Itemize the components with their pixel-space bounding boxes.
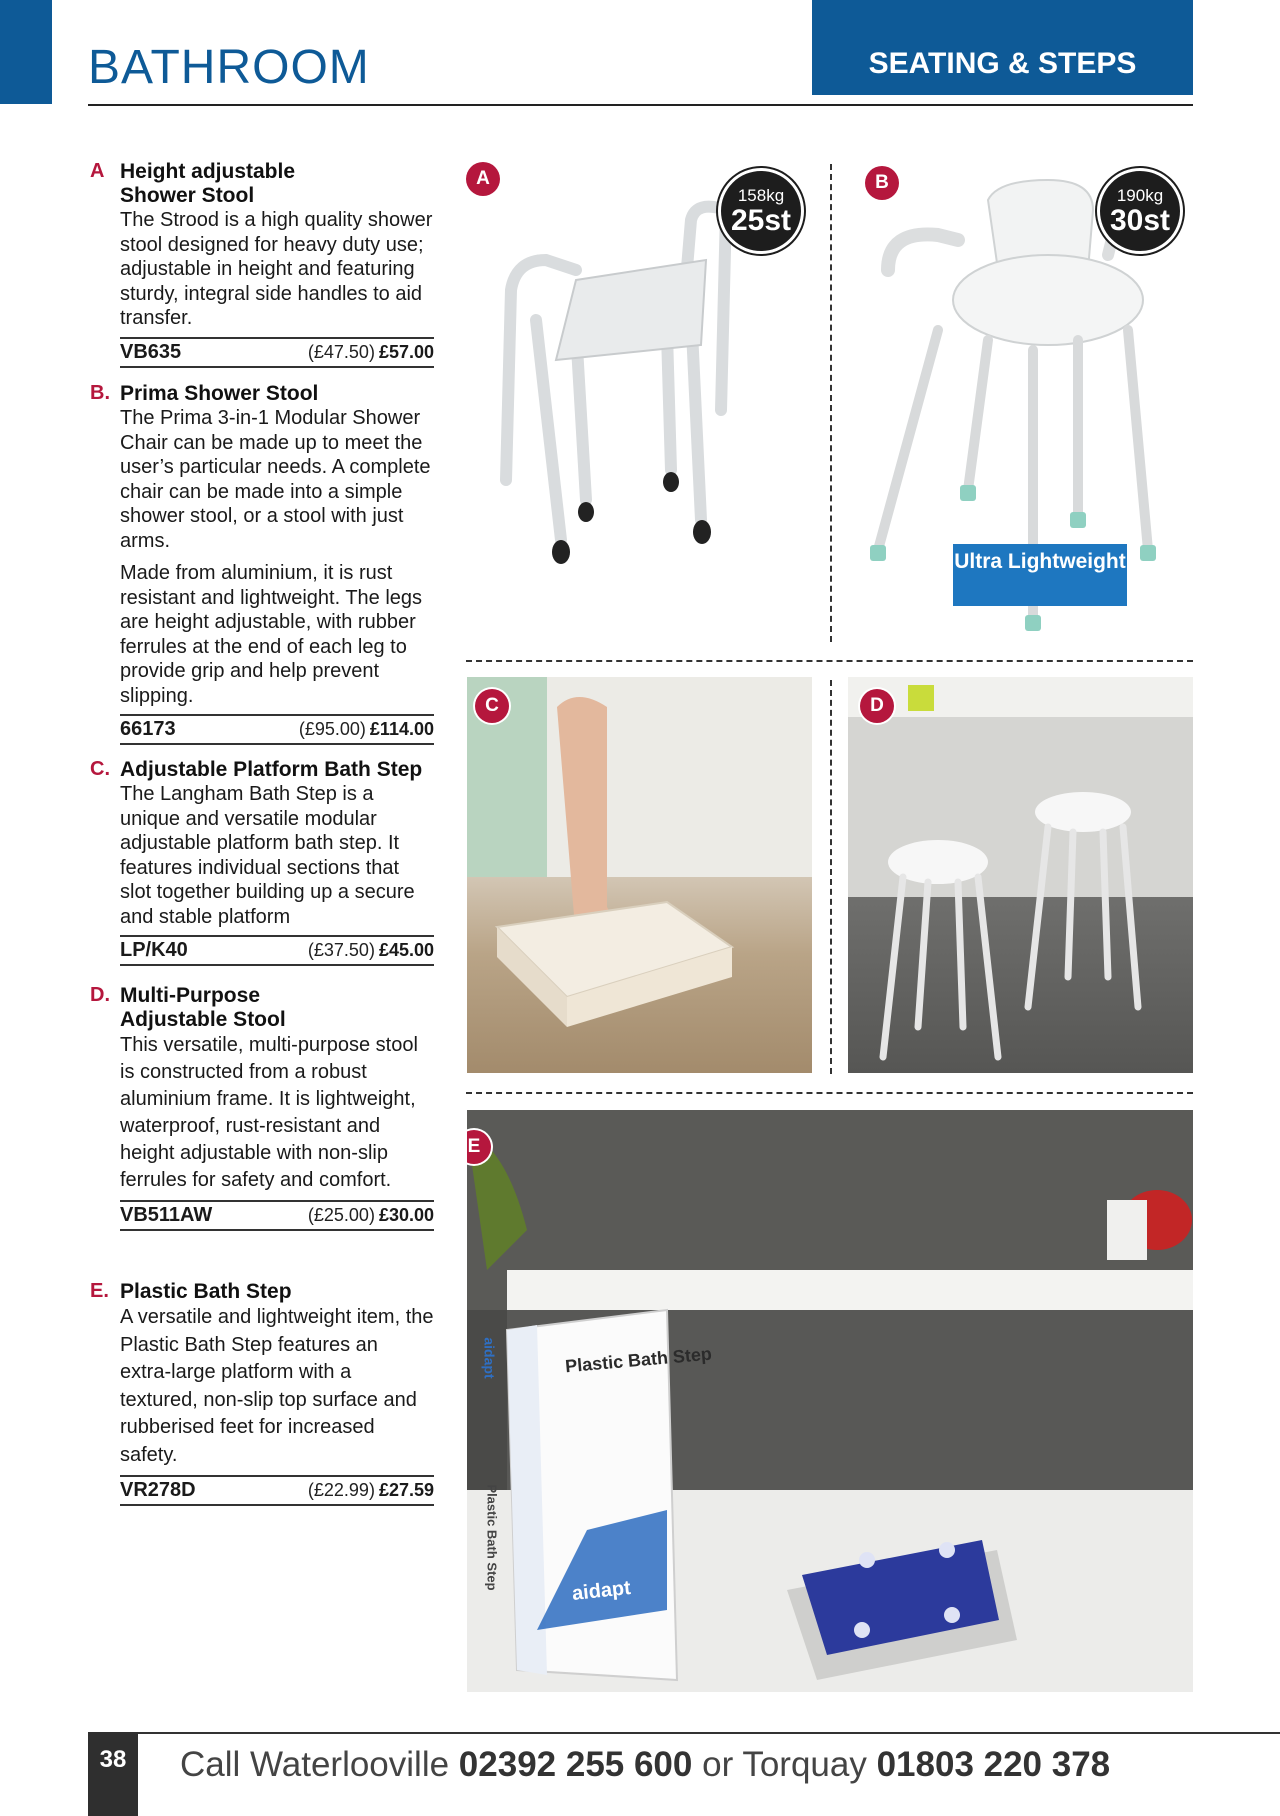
image-label-b: B bbox=[865, 166, 899, 200]
image-label-c: C bbox=[475, 689, 509, 723]
page-title: BATHROOM bbox=[88, 41, 370, 94]
product-description: A versatile and lightweight item, the Plastic Bath Step features an extra-large platform with a textured, non-slip top surface and rubberised feet for increased safety. bbox=[120, 1306, 434, 1466]
product-image-bath-step bbox=[467, 677, 812, 1073]
product-image-plastic-bath-step bbox=[467, 1110, 1193, 1692]
product-code-row bbox=[120, 935, 434, 966]
product-description: The Langham Bath Step is a unique and versatile modular adjustable platform bath step. It features individual sections that slot together building up a secure and stable platform bbox=[120, 783, 415, 928]
product-code-row bbox=[120, 714, 434, 745]
product-b bbox=[90, 382, 434, 745]
weight-capacity-badge bbox=[1097, 168, 1183, 254]
bath-step-photo bbox=[467, 677, 812, 1073]
price-inc-vat: £45.00 bbox=[378, 940, 434, 960]
phone-torquay[interactable]: 01803 220 378 bbox=[876, 1745, 1111, 1784]
product-code: 66173 bbox=[120, 718, 176, 740]
product-letter: B. bbox=[90, 382, 110, 404]
box-side-brand: aidapt bbox=[481, 1337, 498, 1379]
section-tab: SEATING & STEPS bbox=[812, 0, 1193, 95]
product-title: Plastic Bath Step bbox=[120, 1280, 292, 1303]
product-e bbox=[90, 1280, 434, 1506]
product-a bbox=[90, 160, 434, 368]
header-divider bbox=[88, 104, 1193, 106]
product-image-shower-stool bbox=[466, 160, 816, 640]
weight-st: 30st bbox=[1109, 203, 1171, 237]
ultra-lightweight-label: Ultra Lightweight bbox=[953, 544, 1127, 606]
price-inc-vat: £27.59 bbox=[378, 1480, 434, 1500]
product-code-row bbox=[120, 1475, 434, 1506]
footer-call-label: Call Waterlooville bbox=[180, 1745, 450, 1784]
weight-st: 25st bbox=[730, 203, 792, 237]
image-label-e: E bbox=[467, 1130, 491, 1164]
price-ex-vat: (£47.50) bbox=[307, 341, 375, 362]
price-inc-vat: £30.00 bbox=[378, 1205, 434, 1225]
product-code: VB635 bbox=[120, 340, 182, 363]
product-letter: D. bbox=[90, 984, 110, 1006]
product-c bbox=[90, 758, 434, 966]
footer-or-label: or Torquay bbox=[702, 1745, 867, 1784]
product-code: VR278D bbox=[120, 1479, 196, 1501]
product-d bbox=[90, 984, 434, 1231]
weight-kg: 190kg bbox=[1116, 185, 1164, 205]
product-description-2: Made from aluminium, it is rust resistant and lightweight. The legs are height adjustable, with rubber ferrules at the end of each leg to provide grip and help prevent slipping. bbox=[120, 562, 423, 707]
product-description: The Strood is a high quality shower stool designed for heavy duty use; adjustable in height and featuring sturdy, integral side handles to aid transfer. bbox=[120, 209, 433, 329]
product-title: Prima Shower Stool bbox=[120, 382, 319, 405]
product-code-row bbox=[120, 1200, 434, 1231]
phone-waterlooville[interactable]: 02392 255 600 bbox=[458, 1745, 693, 1784]
image-divider-horizontal-2 bbox=[466, 1092, 1193, 1094]
box-side-title: Plastic Bath Step bbox=[484, 1484, 500, 1591]
product-letter: E. bbox=[90, 1280, 109, 1302]
image-divider-vertical-2 bbox=[830, 680, 832, 1074]
product-description: The Prima 3-in-1 Modular Shower Chair can be made up to meet the user’s particular needs. A complete chair can be made into a simple shower stool, or a stool with just arms. bbox=[120, 407, 431, 552]
price-ex-vat: (£22.99) bbox=[307, 1480, 375, 1500]
box-brand: aidapt bbox=[570, 1576, 632, 1606]
product-description: This versatile, multi-purpose stool is constructed from a robust aluminium frame. It is lightweight, waterproof, rust-resistant and height adjustable with non-slip ferrules for safety and comfort. bbox=[120, 1034, 418, 1191]
product-title: Height adjustable Shower Stool bbox=[120, 160, 296, 207]
image-label-a: A bbox=[466, 162, 500, 196]
box-title: Plastic Bath Step bbox=[564, 1343, 713, 1377]
weight-kg: 158kg bbox=[737, 185, 785, 205]
page-number: 38 bbox=[88, 1732, 138, 1816]
image-label-d: D bbox=[860, 689, 894, 723]
product-image-multipurpose-stool bbox=[848, 677, 1193, 1073]
weight-capacity-badge bbox=[718, 168, 804, 254]
price-ex-vat: (£25.00) bbox=[307, 1205, 375, 1225]
footer-divider bbox=[88, 1732, 1280, 1734]
price-ex-vat: (£37.50) bbox=[307, 940, 375, 960]
price-inc-vat: £114.00 bbox=[369, 719, 434, 739]
price-ex-vat: (£95.00) bbox=[298, 719, 366, 739]
header-blue-tab bbox=[0, 0, 52, 104]
footer-contact bbox=[180, 1745, 1110, 1785]
product-code: LP/K40 bbox=[120, 939, 188, 961]
product-title: Multi-Purpose Adjustable Stool bbox=[120, 984, 286, 1031]
product-code: VB511AW bbox=[120, 1204, 213, 1226]
image-divider-vertical bbox=[830, 164, 832, 642]
product-letter: A bbox=[90, 160, 105, 182]
product-code-row bbox=[120, 337, 434, 368]
product-letter: C. bbox=[90, 758, 110, 780]
stools-photo bbox=[848, 677, 1193, 1073]
product-title: Adjustable Platform Bath Step bbox=[120, 758, 423, 781]
image-divider-horizontal bbox=[466, 660, 1193, 662]
price-inc-vat: £57.00 bbox=[378, 341, 434, 362]
